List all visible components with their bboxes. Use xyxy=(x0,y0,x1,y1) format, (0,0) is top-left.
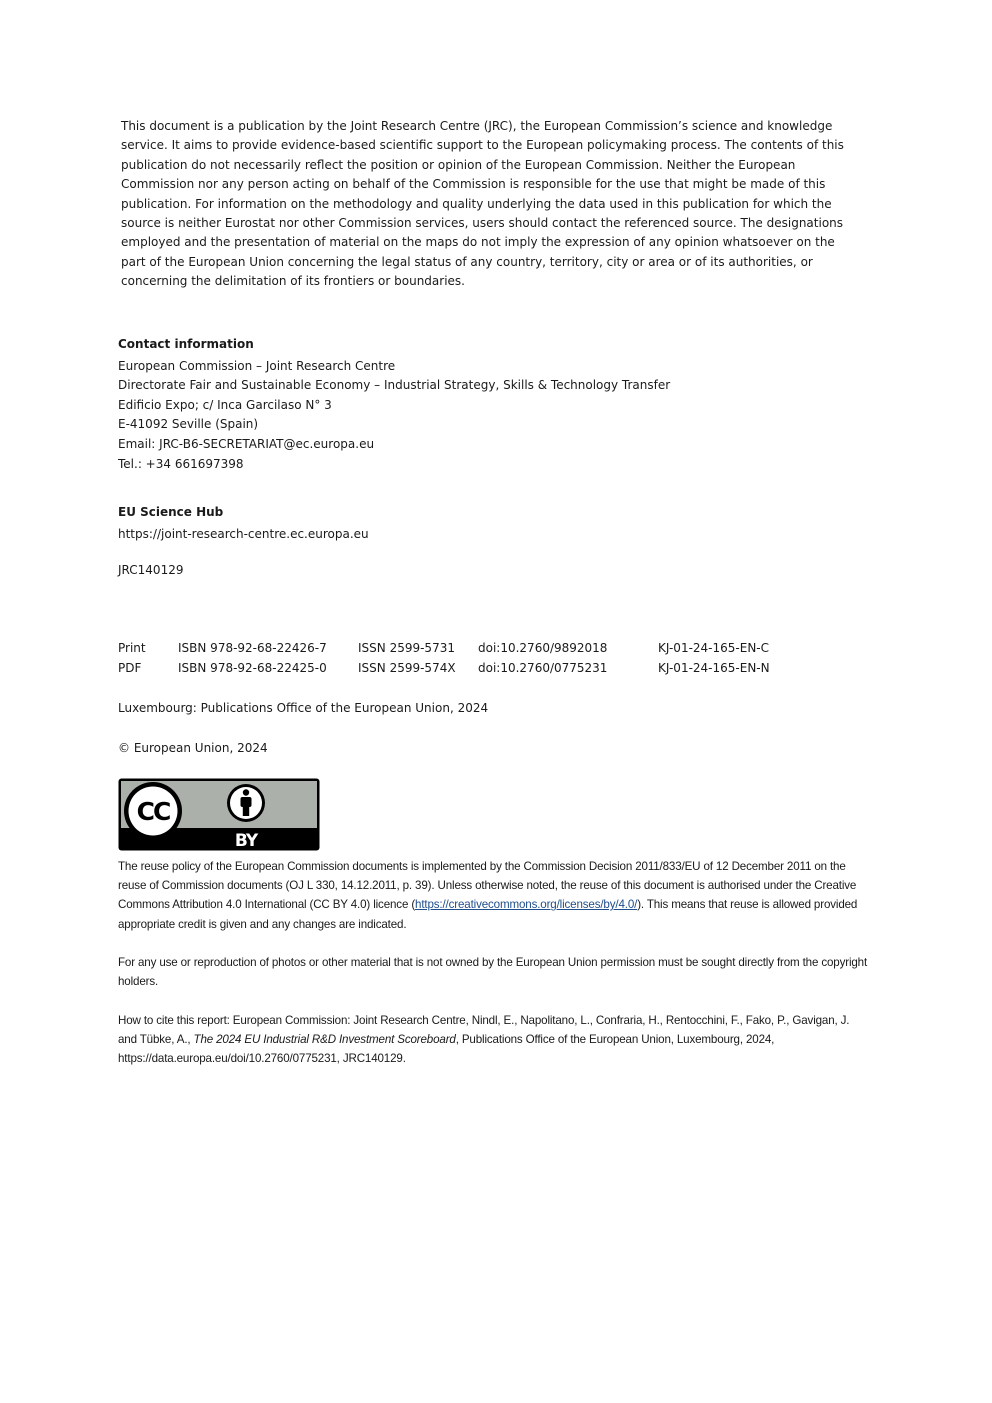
science-hub-heading: EU Science Hub xyxy=(118,505,224,519)
identifier-row-print xyxy=(118,639,818,659)
contact-address: Edificio Expo; c/ Inca Garcilaso N° 3 xyxy=(118,397,332,412)
reuse-policy-paragraph xyxy=(118,857,870,934)
jrc-number: JRC140129 xyxy=(118,563,184,577)
eu-science-hub xyxy=(118,503,369,544)
citation-authors: How to cite this report: European Commission: Joint Research Centre, Nindl, E., Napolitano, L., Confraria, H., Rentocchini, F., Fako, P., Gavigan, J. and Tübke, A., xyxy=(118,1013,850,1046)
cc-by-license-badge xyxy=(118,778,320,851)
citation-paragraph xyxy=(118,1011,870,1069)
contact-information xyxy=(118,335,818,474)
science-hub-url[interactable]: https://joint-research-centre.ec.europa.eu xyxy=(118,526,369,541)
doi: doi:10.2760/0775231 xyxy=(478,660,608,675)
disclaimer-paragraph: This document is a publication by the Joint Research Centre (JRC), the European Commission’s science and knowledge service. It aims to provide evidence-based scientific support to the European policymaking process. The contents of this publication do not necessarily reflect the position or opinion of the European Commission. Neither the European Commission nor any person acting on behalf of the Commission is responsible for the use that might be made of this publication. For information on the methodology and quality underlying the data used in this publication for which the source is neither Eurostat nor other Commission services, users should contact the referenced source. The designations employed and the presentation of material on the maps do not imply the expression of any opinion whatsoever on the part of the European Union concerning the legal status of any country, territory, city or area or of its authorities, or concerning the delimitation of its frontiers or boundaries. xyxy=(121,119,844,289)
contact-directorate: Directorate Fair and Sustainable Economy – Industrial Strategy, Skills & Technology Transfer xyxy=(118,378,671,393)
publication-identifiers xyxy=(118,639,818,679)
isbn: ISBN 978-92-68-22425-0 xyxy=(178,660,327,675)
cc-license-link[interactable]: https://creativecommons.org/licenses/by/4.0/ xyxy=(415,898,638,912)
issn: ISSN 2599-5731 xyxy=(358,641,455,655)
issn: ISSN 2599-574X xyxy=(358,660,456,675)
citation-details: , Publications Office of the European Union, Luxembourg, 2024, https://data.europa.eu/doi/10.2760/0775231, JRC140129. xyxy=(118,1032,775,1065)
format-label: Print xyxy=(118,641,146,655)
citation-title: The 2024 EU Industrial R&D Investment Scoreboard xyxy=(193,1032,456,1046)
reuse-policy-text: The reuse policy of the European Commission documents is implemented by the Commission Decision 2011/833/EU of 12 December 2011 on the reuse of Commission documents (OJ L 330, 14.12.2011, p. 39). Unless otherwise noted, the reuse of this document is authorised under the Creative Commons Attribution 4.0 International (CC BY 4.0) licence ( xyxy=(118,860,857,912)
reuse-policy-text-end: ). This means that reuse is allowed provided appropriate credit is given and any changes are indicated. xyxy=(118,898,858,931)
contact-organisation: European Commission – Joint Research Centre xyxy=(118,358,396,373)
isbn: ISBN 978-92-68-22426-7 xyxy=(178,641,327,655)
contact-city: E-41092 Seville (Spain) xyxy=(118,417,259,432)
cc-icon xyxy=(124,782,182,840)
attribution-person-icon xyxy=(227,784,265,822)
contact-heading: Contact information xyxy=(118,337,254,351)
photos-notice-paragraph: For any use or reproduction of photos or other material that is not owned by the European Union permission must be sought directly from the copyright holders. xyxy=(118,956,868,989)
by-text: BY xyxy=(234,831,258,851)
catalogue-number: KJ-01-24-165-EN-C xyxy=(658,641,770,655)
identifier-row-pdf xyxy=(118,659,818,679)
doi: doi:10.2760/9892018 xyxy=(478,641,608,655)
contact-phone: Tel.: +34 661697398 xyxy=(118,456,244,471)
publisher-line: Luxembourg: Publications Office of the European Union, 2024 xyxy=(118,701,489,715)
contact-email[interactable]: Email: JRC-B6-SECRETARIAT@ec.europa.eu xyxy=(118,436,375,451)
cc-text: CC xyxy=(136,797,170,826)
format-label: PDF xyxy=(118,660,142,675)
catalogue-number: KJ-01-24-165-EN-N xyxy=(658,660,770,675)
reuse-section xyxy=(118,857,870,1087)
copyright-line: © European Union, 2024 xyxy=(118,741,268,755)
